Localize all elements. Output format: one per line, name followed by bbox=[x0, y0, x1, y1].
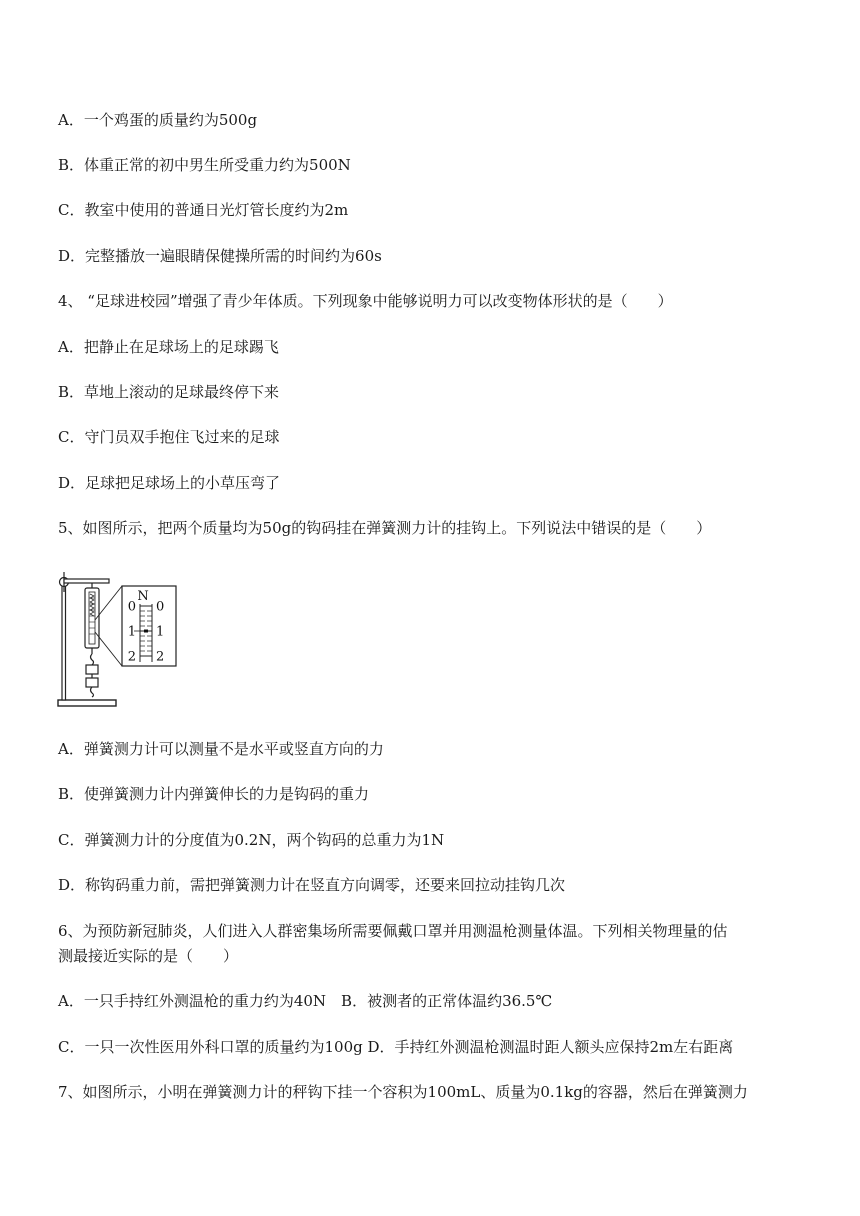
q3-option-a: A．一个鸡蛋的质量约为500g bbox=[58, 111, 258, 129]
left-tick-2: 2 bbox=[127, 649, 136, 665]
q3-option-c: C．教室中使用的普通日光灯管长度约为2m bbox=[58, 201, 349, 219]
q6-stem-line2: 测最接近实际的是（ ） bbox=[58, 947, 239, 965]
q6-options-line2: C．一只一次性医用外科口罩的质量约为100g D．手持红外测温枪测温时距人额头应保持2m左右距离 bbox=[58, 1038, 734, 1056]
right-tick-1: 1 bbox=[156, 624, 165, 640]
q6-stem-line1: 6、为预防新冠肺炎，人们进入人群密集场所需要佩戴口罩并用测温枪测量体温。下列相关物理量的估 bbox=[58, 922, 728, 940]
q4-option-d: D．足球把足球场上的小草压弯了 bbox=[58, 474, 281, 492]
q3-option-b: B．体重正常的初中男生所受重力约为500N bbox=[58, 156, 351, 174]
right-tick-2: 2 bbox=[156, 649, 165, 665]
q7-stem-line1: 7、如图所示，小明在弹簧测力计的秤钩下挂一个容积为100mL、质量为0.1kg的容器，然后在弹簧测力 bbox=[58, 1083, 748, 1101]
right-tick-0: 0 bbox=[156, 599, 165, 615]
q4-stem: 4、 “足球进校园”增强了青少年体质。下列现象中能够说明力可以改变物体形状的是（ ） bbox=[58, 292, 673, 310]
q6-options-line1: A．一只手持红外测温枪的重力约为40N B．被测者的正常体温约36.5℃ bbox=[58, 992, 553, 1010]
spring-scale-figure bbox=[56, 570, 186, 712]
q4-option-b: B．草地上滚动的足球最终停下来 bbox=[58, 383, 280, 401]
q5-stem: 5、如图所示，把两个质量均为50g的钩码挂在弹簧测力计的挂钩上。下列说法中错误的是（ ） bbox=[58, 519, 712, 537]
q5-option-d: D．称钩码重力前，需把弹簧测力计在竖直方向调零，还要来回拉动挂钩几次 bbox=[58, 876, 566, 894]
left-tick-1: 1 bbox=[127, 624, 136, 640]
q4-option-c: C．守门员双手抱住飞过来的足球 bbox=[58, 428, 280, 446]
unit-label: N bbox=[137, 589, 149, 604]
q5-option-c: C．弹簧测力计的分度值为0.2N，两个钩码的总重力为1N bbox=[58, 831, 445, 849]
left-tick-0: 0 bbox=[127, 599, 136, 615]
q3-option-d: D．完整播放一遍眼睛保健操所需的时间约为60s bbox=[58, 247, 382, 265]
q5-option-b: B．使弹簧测力计内弹簧伸长的力是钩码的重力 bbox=[58, 785, 370, 803]
q4-option-a: A．把静止在足球场上的足球踢飞 bbox=[58, 338, 279, 356]
q5-option-a: A．弹簧测力计可以测量不是水平或竖直方向的力 bbox=[58, 740, 384, 758]
